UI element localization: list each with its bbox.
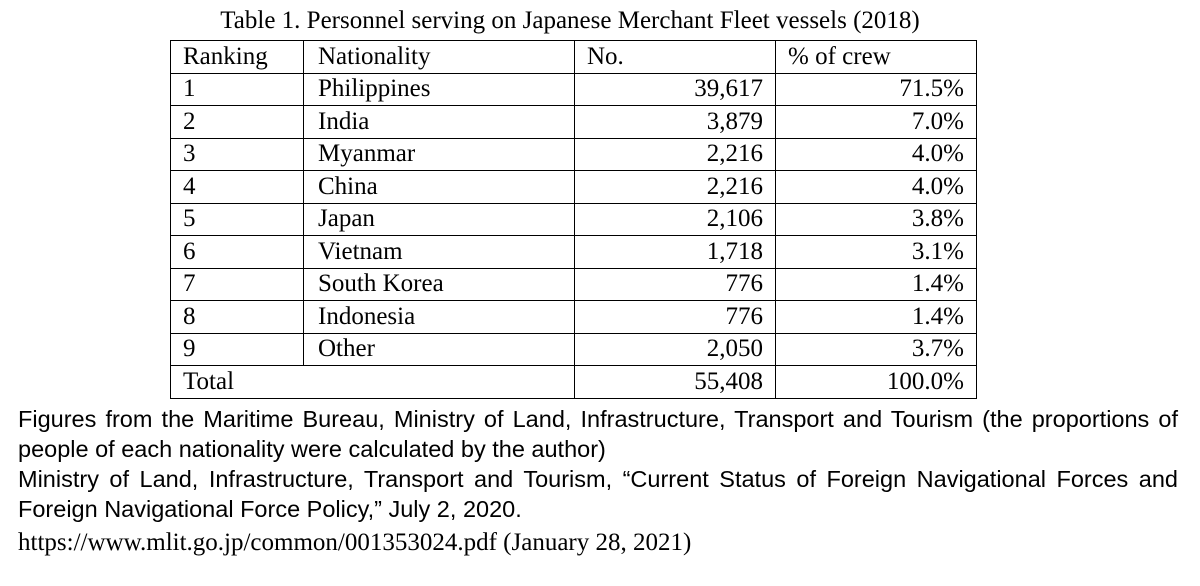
- cell-nationality: South Korea: [304, 268, 575, 301]
- cell-percent: 4.0%: [776, 138, 977, 171]
- table-caption: Table 1. Personnel serving on Japanese Merchant Fleet vessels (2018): [220, 7, 920, 34]
- cell-nationality: China: [304, 171, 575, 204]
- cell-number: 2,216: [575, 171, 776, 204]
- cell-ranking: 4: [171, 171, 304, 204]
- cell-number: 39,617: [575, 73, 776, 106]
- cell-percent: 7.0%: [776, 106, 977, 139]
- table-row: [171, 301, 977, 334]
- cell-ranking: 7: [171, 268, 304, 301]
- table-row: [171, 236, 977, 269]
- crew-nationality-table: [170, 40, 977, 399]
- cell-nationality: Indonesia: [304, 301, 575, 334]
- cell-nationality: Myanmar: [304, 138, 575, 171]
- cell-number: 2,050: [575, 333, 776, 366]
- cell-percent: 71.5%: [776, 73, 977, 106]
- cell-ranking: 1: [171, 73, 304, 106]
- cell-percent: 1.4%: [776, 268, 977, 301]
- cell-nationality: Other: [304, 333, 575, 366]
- cell-number: 2,216: [575, 138, 776, 171]
- cell-percent: 4.0%: [776, 171, 977, 204]
- table-notes: [18, 404, 1178, 558]
- cell-ranking: 9: [171, 333, 304, 366]
- cell-ranking: 3: [171, 138, 304, 171]
- cell-ranking: 6: [171, 236, 304, 269]
- total-label: Total: [171, 366, 575, 399]
- cell-nationality: Vietnam: [304, 236, 575, 269]
- total-number: 55,408: [575, 366, 776, 399]
- cell-number: 776: [575, 268, 776, 301]
- table-row: [171, 73, 977, 106]
- table-row: [171, 106, 977, 139]
- cell-ranking: 2: [171, 106, 304, 139]
- table-row: [171, 333, 977, 366]
- cell-percent: 3.1%: [776, 236, 977, 269]
- table-row: [171, 138, 977, 171]
- source-url: https://www.mlit.go.jp/common/001353024.pdf (January 28, 2021): [18, 529, 692, 556]
- cell-nationality: India: [304, 106, 575, 139]
- table-total-row: [171, 366, 977, 399]
- cell-ranking: 8: [171, 301, 304, 334]
- cell-nationality: Philippines: [304, 73, 575, 106]
- table-header-row: [171, 41, 977, 74]
- total-percent: 100.0%: [776, 366, 977, 399]
- cell-percent: 3.7%: [776, 333, 977, 366]
- table-row: [171, 203, 977, 236]
- cell-nationality: Japan: [304, 203, 575, 236]
- cell-number: 3,879: [575, 106, 776, 139]
- cell-ranking: 5: [171, 203, 304, 236]
- cell-percent: 3.8%: [776, 203, 977, 236]
- citation: Ministry of Land, Infrastructure, Transport and Tourism, “Current Status of Foreign Navigational Forces and Foreign Navigational Force Policy,” July 2, 2020.: [18, 466, 1178, 522]
- cell-number: 1,718: [575, 236, 776, 269]
- source-note: Figures from the Maritime Bureau, Ministry of Land, Infrastructure, Transport and Tourism (the proportions of people of each nationality were calculated by the author): [18, 406, 1178, 462]
- cell-number: 776: [575, 301, 776, 334]
- header-nationality: Nationality: [304, 41, 575, 74]
- cell-number: 2,106: [575, 203, 776, 236]
- table-row: [171, 268, 977, 301]
- header-number: No.: [575, 41, 776, 74]
- cell-percent: 1.4%: [776, 301, 977, 334]
- header-ranking: Ranking: [171, 41, 304, 74]
- table-row: [171, 171, 977, 204]
- header-percent-of-crew: % of crew: [776, 41, 977, 74]
